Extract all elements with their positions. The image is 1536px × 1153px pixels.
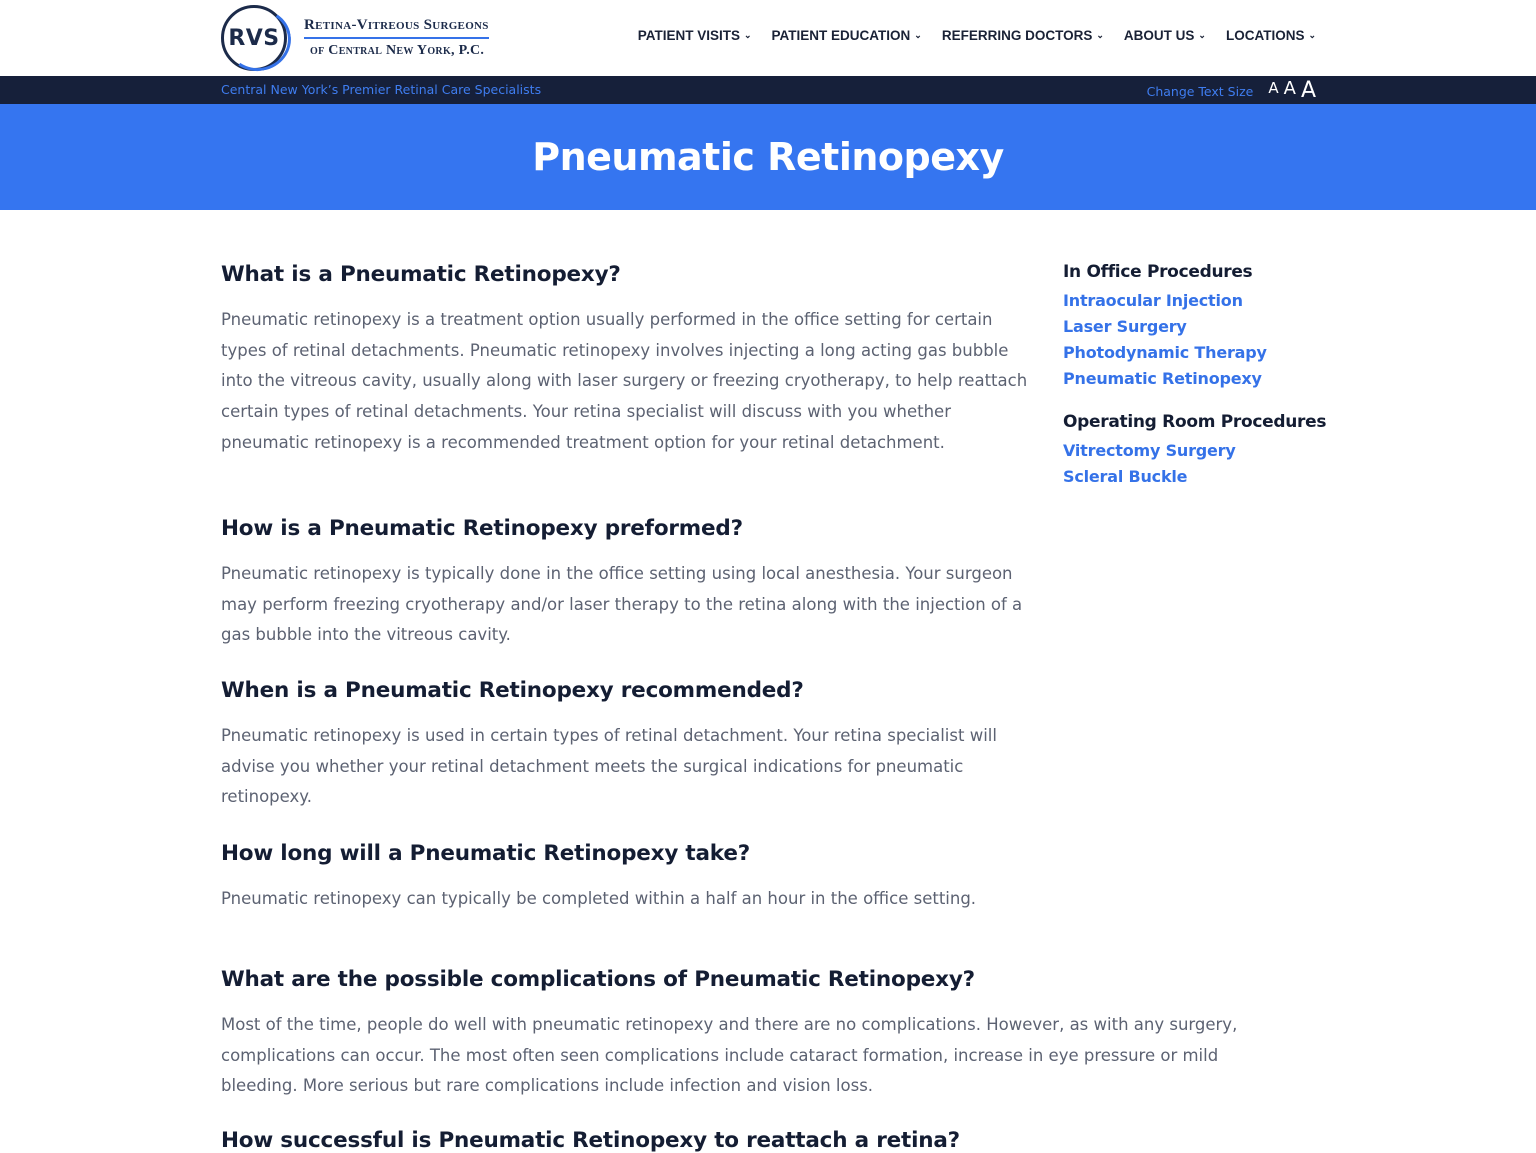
nav-referring-doctors[interactable]	[942, 28, 1104, 43]
procedures-sidebar	[1063, 262, 1327, 510]
nav-label: LOCATIONS	[1225, 28, 1305, 43]
site-logo[interactable]	[220, 3, 492, 73]
section-heading: How long will a Pneumatic Retinopexy take?	[221, 841, 750, 866]
chevron-down-icon: ⌄	[914, 30, 922, 40]
logo-line-1: Retina-Vitreous Surgeons	[304, 17, 489, 39]
section-heading: What are the possible complications of Pneumatic Retinopexy?	[221, 967, 975, 992]
chevron-down-icon: ⌄	[744, 30, 752, 40]
sidebar-link-photodynamic-therapy[interactable]: Photodynamic Therapy	[1063, 343, 1267, 362]
section-body: Pneumatic retinopexy is used in certain types of retinal detachment. Your retina specialist will advise you whether your retinal detachment meets the surgical indications for pneumatic retinopexy.	[221, 726, 997, 807]
sidebar-group-operating-room	[1063, 412, 1327, 490]
sidebar-link-vitrectomy-surgery[interactable]: Vitrectomy Surgery	[1063, 441, 1236, 460]
logo-wordmark	[304, 17, 489, 59]
nav-label: PATIENT VISITS	[637, 28, 740, 43]
text-size-medium-button[interactable]: A	[1283, 78, 1296, 99]
section-body: Most of the time, people do well with pneumatic retinopexy and there are no complications. However, as with any surgery, complications can occur. The most often seen complications include cataract formation, increase in eye pressure or mild bleeding. More serious but rare complications include infection and vision loss.	[221, 1015, 1238, 1096]
sidebar-group-in-office	[1063, 262, 1323, 392]
section-heading: When is a Pneumatic Retinopexy recommended?	[221, 678, 804, 703]
content-section	[221, 516, 1036, 651]
section-heading: How is a Pneumatic Retinopexy preformed?	[221, 516, 743, 541]
nav-patient-visits[interactable]	[638, 28, 752, 43]
section-heading: How successful is Pneumatic Retinopexy to reattach a retina?	[221, 1128, 960, 1153]
nav-patient-education[interactable]	[772, 28, 922, 43]
logo-initials: RVS	[228, 25, 280, 51]
content-section	[221, 841, 1036, 915]
chevron-down-icon: ⌄	[1096, 30, 1104, 40]
sidebar-link-scleral-buckle[interactable]: Scleral Buckle	[1063, 467, 1188, 486]
nav-label: REFERRING DOCTORS	[941, 28, 1093, 43]
sidebar-link-intraocular-injection[interactable]: Intraocular Injection	[1063, 291, 1243, 310]
sidebar-link-laser-surgery[interactable]: Laser Surgery	[1063, 317, 1187, 336]
main-nav	[638, 28, 1316, 43]
text-size-control	[1147, 76, 1316, 104]
nav-about-us[interactable]	[1124, 28, 1206, 43]
logo-mark	[220, 4, 294, 72]
section-body: Pneumatic retinopexy can typically be completed within a half an hour in the office setting.	[221, 889, 977, 908]
page-title-band	[0, 104, 1536, 210]
content-section	[221, 1128, 1281, 1153]
logo-line-2: of Central New York, P.C.	[310, 43, 485, 58]
section-body: Pneumatic retinopexy is a treatment option usually performed in the office setting for certain types of retinal detachments. Pneumatic retinopexy involves injecting a long acting gas bubble into the vitreous cavity, usually along with laser surgery or freezing cryotherapy, to help reattach certain types of retinal detachments. Your retina specialist will discuss with you whether pneumatic retinopexy is a recommended treatment option for your retinal detachment.	[221, 310, 1028, 452]
section-body: Pneumatic retinopexy is typically done in the office setting using local anesthesia. Your surgeon may perform freezing cryotherapy and/or laser therapy to the retina along with the injection of a gas bubble into the vitreous cavity.	[221, 564, 1023, 645]
sidebar-link-pneumatic-retinopexy[interactable]: Pneumatic Retinopexy	[1063, 369, 1262, 388]
text-size-label: Change Text Size	[1146, 84, 1254, 99]
nav-label: PATIENT EDUCATION	[771, 28, 911, 43]
chevron-down-icon: ⌄	[1308, 30, 1316, 40]
site-header	[0, 0, 1536, 76]
tagline: Central New York’s Premier Retinal Care Specialists	[221, 82, 542, 97]
utility-bar	[0, 76, 1536, 104]
content-section	[221, 967, 1281, 1102]
nav-locations[interactable]	[1226, 28, 1316, 43]
content-section	[221, 678, 1036, 813]
sidebar-heading: In Office Procedures	[1063, 262, 1253, 282]
text-size-small-button[interactable]: A	[1268, 79, 1279, 97]
sidebar-heading: Operating Room Procedures	[1063, 412, 1327, 432]
text-size-large-button[interactable]: A	[1300, 78, 1316, 103]
section-heading: What is a Pneumatic Retinopexy?	[221, 262, 621, 287]
page-title: Pneumatic Retinopexy	[532, 135, 1004, 179]
content-section	[221, 262, 1036, 459]
nav-label: ABOUT US	[1123, 28, 1195, 43]
chevron-down-icon: ⌄	[1198, 30, 1206, 40]
